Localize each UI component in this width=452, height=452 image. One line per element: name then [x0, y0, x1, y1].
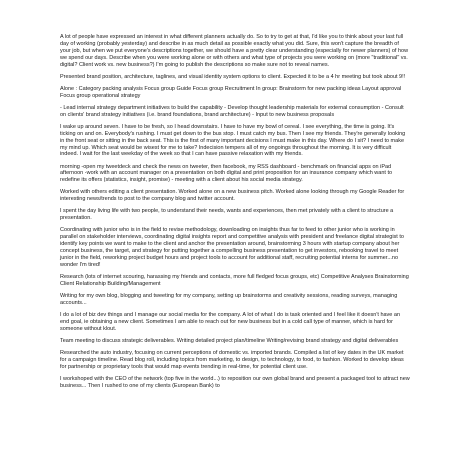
paragraph: morning -open my tweetdeck and check the news on tweeter, then facebook, my RSS dashboard - benchmark on financial apps on iPad afternoon -work with an account manager on a presentation on both digital and print proposition for an insurance company which want to redefine its offers (statistics, insight, promise) - meeting with a client about his social media strategy.: [60, 163, 393, 184]
paragraph: Presented brand position, architecture, taglines, and visual identity system options to client. Expected it to be a 4 hr meeting but took about 9!!: [60, 73, 406, 80]
paragraph: A lot of people have expressed an interest in what different planners actually do. So to try to get at that, I'd like you to think about your last full day of working (probably yesterday) and describe in as much detail as possible exactly what you did. Sure, this won't capture the breadth of your job, but when we put everyone's descriptions together, we should have a pretty clear understanding (especially for newer planners) of how we spend our days. Describe when you were working alone or with others and what type of projects you were working on (more "traditional" vs. digital? Client work vs. new business?) I'm going to publish the descriptions so make sure not to reveal names.: [60, 34, 409, 68]
document-body: [60, 34, 410, 395]
paragraph: Research (lots of internet scouring, harassing my friends and contacts, more full fledged focus groups, etc) Competitive Analyses Brainstorming Client Relationship Building/Management: [60, 274, 409, 287]
paragraph: I wake up around seven. I have to be fresh, so I head downstairs. I have to have my bowl of cereal. I see everything, the time is going. It's ticking on and on. Everybody's rushing. I must get down to the bus stop. I must catch my bus. Then I see my friends. They're generally looking in the front seat or sitting in the back seat. This is the first of many important decisions I must make in this day. Where do I sit? I need to make my mind up. Which seat would be wisest for me to take? Indecision tempers all of my ongoings throughout the morning. It is very difficult indeed. I wait for the last weekday of the week so that I can have passive relaxation with my friends.: [60, 123, 406, 158]
paragraph: Writing for my own blog, blogging and tweeting for my company, setting up brainstorms and creativity sessions, reading surveys, managing accounts...: [60, 293, 398, 306]
paragraph: Worked with others editing a client presentation. Worked alone on a new business pitch. Worked alone looking through my Google Reader for interesting news/trends to post to the company blog and twitter account.: [60, 189, 405, 203]
paragraph: I do a lot of biz dev things and I manage our social media for the company. A lot of what I do is task oriented and I feel like it doesn't have an end goal, ie obtaining a new client. Sometimes I am able to reach out for new business but in a cold call type of manner, which is hard for someone without klout.: [60, 312, 401, 332]
paragraph: I workshoped with the CEO of the network (top five in the world...) to reposition our own global brand and present a packaged tool to attract new business... Then I rushed to one of my clients (European Bank) to: [60, 375, 410, 389]
paragraph: Team meeting to discuss strategic deliverables. Writing detailed project plan/timeline Writing/revising brand strategy and digital deliverables: [60, 337, 399, 344]
paragraph: - Lead internal strategy department initiatives to build the capability - Develop thought leadership materials for external consumption - Consult on clients' brand strategy initiatives (i.e. brand foundations, brand architecture) - Input to new business proposals: [60, 104, 404, 118]
paragraph: Researched the auto industry, focusing on current perceptions of domestic vs. imported brands. Compiled a list of key dates in the UK market for a campaign timeline. Read blog roll, including topics from marketing, to design, to technology, to food, to fashion. Worked to develop ideas for partnership or proprietary tools that would map events trending in real-time, for potential client use.: [60, 350, 404, 370]
paragraph: I spent the day living life with two people, to understand their needs, wants and experiences, then met privately with a client to structure a presentation.: [60, 208, 394, 222]
paragraph: Alone : Category packing analysis Focus group Guide Focus group Recruitment In group: Brainstorm for new packing ideas Layout approval Focus group operational strategy: [60, 85, 402, 99]
paragraph: Coordinating with junior who is in the field to revise methodology, downloading on insights thus far to feed to other junior who is working in parallel on stakeholder interviews, coordinating digital insights report and competitive analysis with president and freelance digital strategist to identify key points we want to make to the client and anchor the presentation around, brainstorming 3 hours with startup company about her concept business, the target, and strategy for putting together a compelling business presentation to get investors, rebooking travel to meet junior in the field, reworking project budget hours and project tools to account for additional staff, recruiting potential interns for summer...no wonder I'm tired!: [60, 227, 404, 268]
